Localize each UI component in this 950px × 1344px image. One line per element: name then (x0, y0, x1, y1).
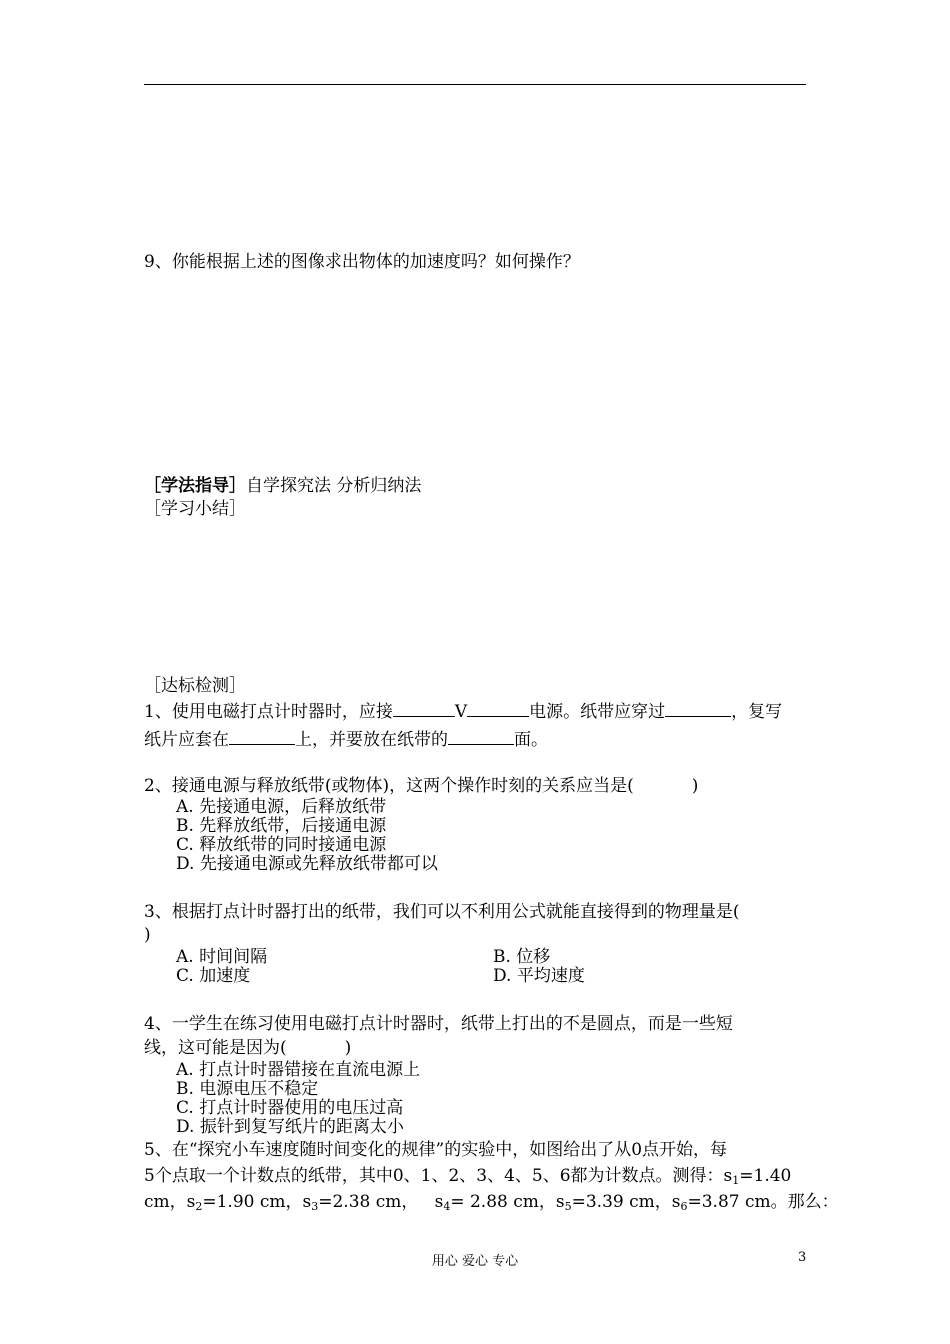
question-3-option-a: A. 时间间隔 (176, 947, 268, 967)
question-4-option-d: D. 振针到复写纸片的距离太小 (176, 1117, 404, 1137)
check-label: ［达标检测］ (144, 676, 246, 696)
page-number: 3 (798, 1250, 807, 1265)
question-2-option-c: C. 释放纸带的同时接通电源 (176, 835, 387, 855)
question-3-option-c: C. 加速度 (176, 966, 251, 986)
blank-power-type[interactable] (467, 700, 529, 717)
blank-tape-side[interactable] (448, 728, 514, 745)
study-method-label: ［学法指导］ (144, 476, 246, 496)
page-footer: 用心 爱心 专心 (431, 1254, 519, 1269)
question-3-option-b: B. 位移 (493, 947, 551, 967)
question-2-option-b: B. 先释放纸带，后接通电源 (176, 816, 387, 836)
blank-pass-through[interactable] (665, 700, 731, 717)
question-5-line-3: cm，$s_2=1.90$ cm，$s_3=2.38$ cm， $s_4= 2.88$ cm，$s_5=3.39$ cm，$s_6=3.87$ cm。那么： (144, 1192, 839, 1213)
question-2-stem: 2、接通电源与释放纸带(或物体)，这两个操作时刻的关系应当是( ) (144, 776, 699, 796)
question-5-line-2: 5个点取一个计数点的纸带，其中0、1、2、3、4、5、6都为计数点。测得：$s_1=1.40$ (144, 1166, 792, 1187)
question-2-option-d: D. 先接通电源或先释放纸带都可以 (176, 854, 438, 874)
question-1-line-2: 纸片应套在 上，并要放在纸带的 面。 (144, 730, 548, 750)
question-4-option-b: B. 电源电压不稳定 (176, 1079, 319, 1099)
question-4-stem-line-1: 4、一学生在练习使用电磁打点计时器时，纸带上打出的不是圆点，而是一些短 (144, 1014, 733, 1034)
question-3-stem-line-2: ) (144, 925, 151, 945)
question-3-option-d: D. 平均速度 (493, 966, 585, 986)
study-method (144, 476, 421, 496)
header-rule (144, 84, 806, 85)
blank-voltage[interactable] (393, 700, 455, 717)
question-1-line-1: 1、使用电磁打点计时器时，应接 V 电源。纸带应穿过 ，复写 (144, 702, 783, 722)
question-4-option-c: C. 打点计时器使用的电压过高 (176, 1098, 404, 1118)
question-4-option-a: A. 打点计时器错接在直流电源上 (176, 1060, 421, 1080)
question-4-stem-line-2: 线，这可能是因为( ) (144, 1038, 352, 1058)
study-method-text: 自学探究法 分析归纳法 (246, 476, 422, 496)
question-2-option-a: A. 先接通电源，后释放纸带 (176, 797, 387, 817)
question-5-line-1: 5、在“探究小车速度随时间变化的规律”的实验中，如图给出了从0点开始，每 (144, 1140, 728, 1160)
question-3-stem-line-1: 3、根据打点计时器打出的纸带，我们可以不利用公式就能直接得到的物理量是( (144, 902, 740, 922)
question-9: 9、你能根据上述的图像求出物体的加速度吗？如何操作？ (144, 252, 580, 272)
blank-carbon-position[interactable] (229, 728, 295, 745)
study-summary-label: ［学习小结］ (144, 499, 246, 519)
